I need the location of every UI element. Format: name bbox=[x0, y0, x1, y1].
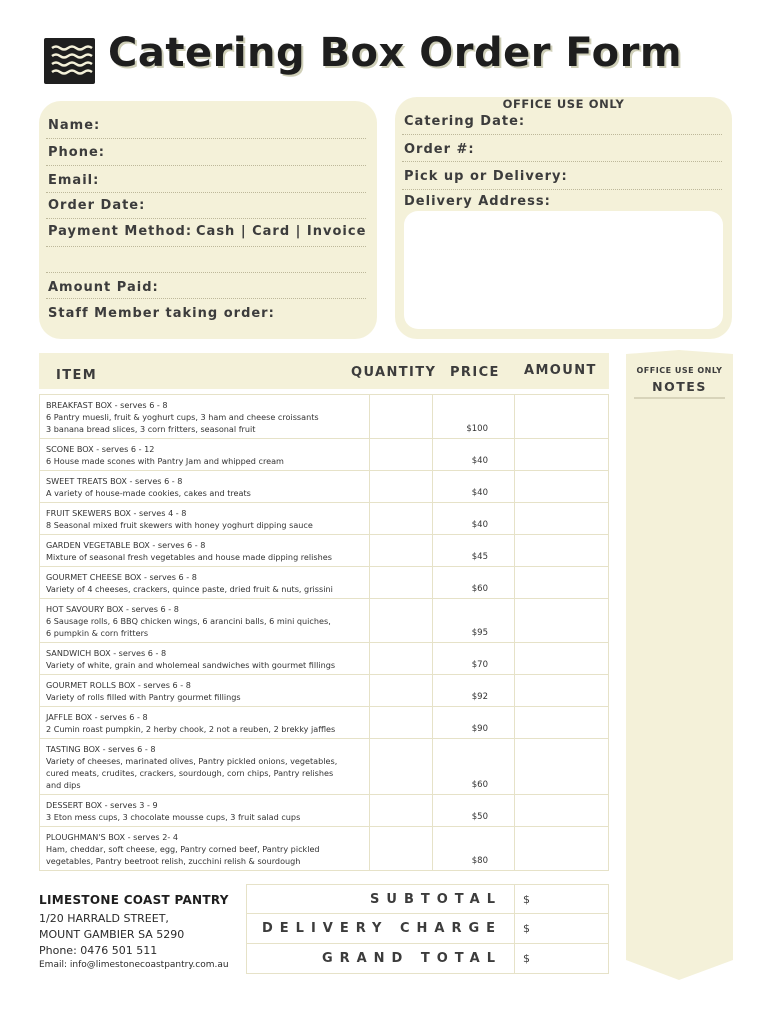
amount-paid-field[interactable] bbox=[46, 298, 366, 299]
amount-cell[interactable] bbox=[514, 567, 609, 598]
price-value: $90 bbox=[471, 724, 488, 734]
item-detail: and dips bbox=[46, 780, 81, 790]
order-date-label: Order Date: bbox=[48, 198, 146, 213]
item-detail: 6 Sausage rolls, 6 BBQ chicken wings, 6 arancini balls, 6 mini quiches, bbox=[46, 616, 331, 626]
amount-cell[interactable] bbox=[514, 643, 609, 674]
price-cell bbox=[432, 395, 514, 438]
quantity-cell[interactable] bbox=[369, 567, 432, 598]
table-row bbox=[39, 599, 609, 643]
item-detail: Variety of cheeses, marinated olives, Pantry pickled onions, vegetables, bbox=[46, 756, 338, 766]
page-title: Catering Box Order Form bbox=[108, 30, 682, 76]
payment-extra-field[interactable] bbox=[46, 272, 366, 273]
price-cell bbox=[432, 827, 514, 870]
amount-cell[interactable] bbox=[514, 795, 609, 826]
delivery-charge-row bbox=[246, 914, 609, 944]
table-row bbox=[39, 503, 609, 535]
logo-icon bbox=[44, 38, 95, 84]
item-detail: 3 banana bread slices, 3 corn fritters, seasonal fruit bbox=[46, 424, 256, 434]
item-detail: 6 House made scones with Pantry Jam and whipped cream bbox=[46, 456, 284, 466]
table-row bbox=[39, 643, 609, 675]
amount-paid-label: Amount Paid: bbox=[48, 280, 159, 295]
price-cell bbox=[432, 707, 514, 738]
item-title: JAFFLE BOX - serves 6 - 8 bbox=[46, 712, 148, 722]
item-detail: Variety of white, grain and wholemeal sandwiches with gourmet fillings bbox=[46, 660, 336, 670]
quantity-cell[interactable] bbox=[369, 535, 432, 566]
quantity-cell[interactable] bbox=[369, 795, 432, 826]
address-line-2: MOUNT GAMBIER SA 5290 bbox=[39, 928, 185, 941]
price-cell bbox=[432, 643, 514, 674]
item-description bbox=[39, 567, 369, 598]
item-title: GOURMET ROLLS BOX - serves 6 - 8 bbox=[46, 680, 191, 690]
price-cell bbox=[432, 675, 514, 706]
item-title: SWEET TREATS BOX - serves 6 - 8 bbox=[46, 476, 183, 486]
amount-cell[interactable] bbox=[514, 707, 609, 738]
table-row bbox=[39, 567, 609, 599]
payment-options[interactable]: Cash | Card | Invoice bbox=[196, 224, 367, 239]
item-description bbox=[39, 707, 369, 738]
item-detail: Variety of 4 cheeses, crackers, quince paste, dried fruit & nuts, grissini bbox=[46, 584, 333, 594]
item-title: TASTING BOX - serves 6 - 8 bbox=[46, 744, 156, 754]
phone-line: Phone: 0476 501 511 bbox=[39, 944, 158, 957]
address-line-1: 1/20 HARRALD STREET, bbox=[39, 912, 169, 925]
pickup-delivery-field[interactable] bbox=[402, 189, 722, 190]
amount-cell[interactable] bbox=[514, 739, 609, 794]
price-value: $50 bbox=[471, 812, 488, 822]
price-cell bbox=[432, 535, 514, 566]
name-field[interactable] bbox=[46, 138, 366, 139]
quantity-cell[interactable] bbox=[369, 643, 432, 674]
item-description bbox=[39, 675, 369, 706]
quantity-cell[interactable] bbox=[369, 675, 432, 706]
price-value: $80 bbox=[471, 856, 488, 866]
item-description bbox=[39, 395, 369, 438]
item-description bbox=[39, 795, 369, 826]
delivery-address-input[interactable] bbox=[404, 211, 723, 329]
phone-label: Phone: bbox=[48, 145, 105, 160]
staff-member-label: Staff Member taking order: bbox=[48, 306, 275, 321]
item-detail: 6 Pantry muesli, fruit & yoghurt cups, 3 ham and cheese croissants bbox=[46, 412, 319, 422]
order-number-field[interactable] bbox=[402, 161, 722, 162]
delivery-charge-value[interactable]: $ bbox=[523, 922, 530, 935]
quantity-cell[interactable] bbox=[369, 599, 432, 642]
grand-total-label: GRAND TOTAL bbox=[247, 944, 515, 973]
item-title: SCONE BOX - serves 6 - 12 bbox=[46, 444, 155, 454]
item-detail: 3 Eton mess cups, 3 chocolate mousse cups, 3 fruit salad cups bbox=[46, 812, 301, 822]
price-cell bbox=[432, 739, 514, 794]
table-row bbox=[39, 795, 609, 827]
amount-cell[interactable] bbox=[514, 599, 609, 642]
email-line: Email: info@limestonecoastpantry.com.au bbox=[39, 960, 229, 970]
amount-cell[interactable] bbox=[514, 675, 609, 706]
item-description bbox=[39, 739, 369, 794]
item-description bbox=[39, 599, 369, 642]
price-header: PRICE bbox=[450, 365, 500, 380]
amount-cell[interactable] bbox=[514, 395, 609, 438]
price-value: $40 bbox=[471, 456, 488, 466]
item-detail: 6 pumpkin & corn fritters bbox=[46, 628, 149, 638]
price-value: $40 bbox=[471, 520, 488, 530]
pickup-delivery-label: Pick up or Delivery: bbox=[404, 169, 568, 184]
item-title: HOT SAVOURY BOX - serves 6 - 8 bbox=[46, 604, 179, 614]
price-value: $60 bbox=[471, 584, 488, 594]
table-row bbox=[39, 707, 609, 739]
item-title: FRUIT SKEWERS BOX - serves 4 - 8 bbox=[46, 508, 187, 518]
amount-cell[interactable] bbox=[514, 535, 609, 566]
table-row bbox=[39, 439, 609, 471]
quantity-cell[interactable] bbox=[369, 471, 432, 502]
table-row bbox=[39, 471, 609, 503]
item-title: BREAKFAST BOX - serves 6 - 8 bbox=[46, 400, 168, 410]
item-description bbox=[39, 827, 369, 870]
order-number-label: Order #: bbox=[404, 142, 475, 157]
delivery-address-label: Delivery Address: bbox=[404, 194, 551, 209]
item-header: ITEM bbox=[56, 368, 98, 383]
price-cell bbox=[432, 503, 514, 534]
items-table bbox=[39, 394, 609, 871]
amount-cell[interactable] bbox=[514, 827, 609, 870]
quantity-cell[interactable] bbox=[369, 827, 432, 870]
item-description bbox=[39, 439, 369, 470]
amount-cell[interactable] bbox=[514, 503, 609, 534]
price-cell bbox=[432, 439, 514, 470]
item-detail: 2 Cumin roast pumpkin, 2 herby chook, 2 not a reuben, 2 brekky jaffles bbox=[46, 724, 336, 734]
item-title: GARDEN VEGETABLE BOX - serves 6 - 8 bbox=[46, 540, 206, 550]
notes-area[interactable] bbox=[622, 350, 737, 980]
price-cell bbox=[432, 599, 514, 642]
customer-details-panel bbox=[39, 101, 377, 339]
item-description bbox=[39, 503, 369, 534]
item-detail: Variety of rolls filled with Pantry gourmet fillings bbox=[46, 692, 241, 702]
item-detail: cured meats, crudites, crackers, sourdough, corn chips, Pantry relishes bbox=[46, 768, 334, 778]
grand-total-row bbox=[246, 944, 609, 974]
quantity-header: QUANTITY bbox=[351, 365, 437, 380]
delivery-charge-label: DELIVERY CHARGE bbox=[247, 914, 515, 943]
payment-line bbox=[46, 246, 366, 247]
price-value: $100 bbox=[466, 424, 488, 434]
amount-cell[interactable] bbox=[514, 439, 609, 470]
office-use-label: OFFICE USE ONLY bbox=[502, 97, 625, 111]
quantity-cell[interactable] bbox=[369, 503, 432, 534]
grand-total-value[interactable]: $ bbox=[523, 952, 530, 965]
item-detail: Mixture of seasonal fresh vegetables and house made dipping relishes bbox=[46, 552, 332, 562]
payment-method-label: Payment Method: bbox=[48, 224, 193, 239]
item-description bbox=[39, 471, 369, 502]
price-value: $95 bbox=[471, 628, 488, 638]
name-label: Name: bbox=[48, 118, 101, 133]
item-description bbox=[39, 535, 369, 566]
price-value: $70 bbox=[471, 660, 488, 670]
item-title: GOURMET CHEESE BOX - serves 6 - 8 bbox=[46, 572, 197, 582]
item-detail: vegetables, Pantry beetroot relish, zucchini relish & sourdough bbox=[46, 856, 301, 866]
subtotal-label: SUBTOTAL bbox=[247, 885, 515, 913]
item-title: DESSERT BOX - serves 3 - 9 bbox=[46, 800, 158, 810]
item-detail: A variety of house-made cookies, cakes and treats bbox=[46, 488, 251, 498]
catering-date-label: Catering Date: bbox=[404, 114, 526, 129]
quantity-cell[interactable] bbox=[369, 707, 432, 738]
catering-date-field[interactable] bbox=[402, 134, 722, 135]
company-name: LIMESTONE COAST PANTRY bbox=[39, 893, 229, 907]
email-label: Email: bbox=[48, 173, 100, 188]
subtotal-value[interactable]: $ bbox=[523, 893, 530, 906]
table-row bbox=[39, 739, 609, 795]
quantity-cell[interactable] bbox=[369, 395, 432, 438]
price-value: $92 bbox=[471, 692, 488, 702]
table-row bbox=[39, 827, 609, 871]
price-cell bbox=[432, 471, 514, 502]
notes-label: NOTES bbox=[652, 379, 707, 394]
quantity-cell[interactable] bbox=[369, 739, 432, 794]
order-date-field[interactable] bbox=[46, 218, 366, 219]
table-row bbox=[39, 535, 609, 567]
amount-cell[interactable] bbox=[514, 471, 609, 502]
price-value: $60 bbox=[471, 780, 488, 790]
item-description bbox=[39, 643, 369, 674]
email-field[interactable] bbox=[46, 192, 366, 193]
item-detail: Ham, cheddar, soft cheese, egg, Pantry corned beef, Pantry pickled bbox=[46, 844, 320, 854]
item-title: SANDWICH BOX - serves 6 - 8 bbox=[46, 648, 167, 658]
subtotal-row bbox=[246, 884, 609, 914]
amount-header: AMOUNT bbox=[524, 363, 597, 378]
price-cell bbox=[432, 795, 514, 826]
price-cell bbox=[432, 567, 514, 598]
item-title: PLOUGHMAN'S BOX - serves 2- 4 bbox=[46, 832, 179, 842]
table-row bbox=[39, 675, 609, 707]
price-value: $45 bbox=[471, 552, 488, 562]
table-row bbox=[39, 394, 609, 439]
quantity-cell[interactable] bbox=[369, 439, 432, 470]
phone-field[interactable] bbox=[46, 165, 366, 166]
notes-office-label: OFFICE USE ONLY bbox=[636, 366, 723, 375]
price-value: $40 bbox=[471, 488, 488, 498]
item-detail: 8 Seasonal mixed fruit skewers with honey yoghurt dipping sauce bbox=[46, 520, 313, 530]
